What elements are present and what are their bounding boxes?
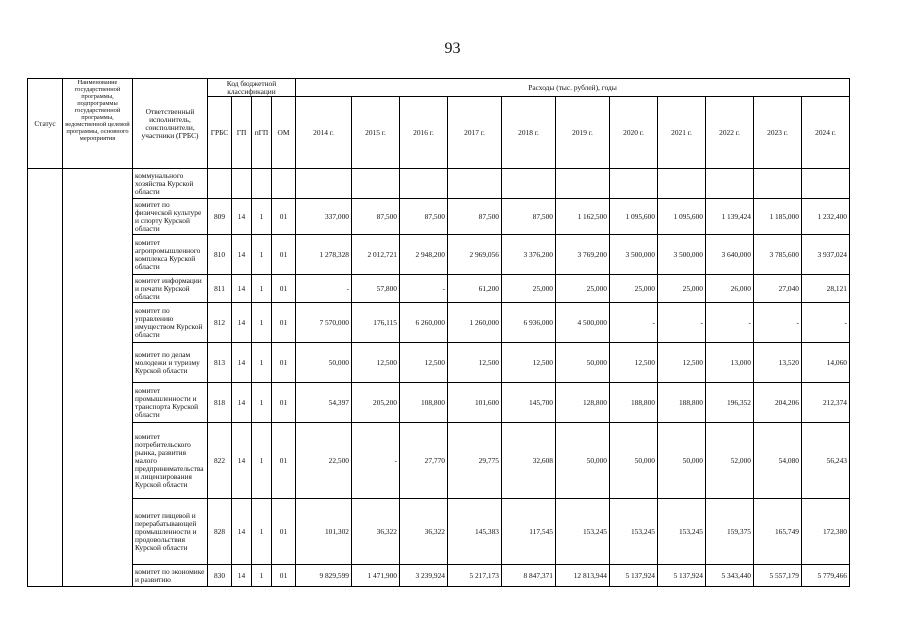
expense-cell: -: [352, 423, 400, 499]
header-code-grbs: ГРБС: [208, 97, 232, 169]
header-year: 2020 г.: [610, 97, 658, 169]
table-row: [28, 235, 850, 275]
header-code-om: ОМ: [272, 97, 296, 169]
status-cell: [28, 169, 63, 587]
code-cell-pgp: 1: [252, 235, 272, 275]
executor-cell: комитет агропромышленного комплекса Курской области: [133, 235, 208, 275]
expense-cell: 2 012,721: [352, 235, 400, 275]
expense-cell: 205,200: [352, 383, 400, 423]
header-year: 2014 г.: [296, 97, 352, 169]
expense-cell: 117,545: [502, 499, 556, 565]
expense-cell: [610, 169, 658, 199]
expense-cell: 9 829,599: [296, 565, 352, 587]
header-year: 2021 г.: [658, 97, 706, 169]
expense-cell: 29,775: [448, 423, 502, 499]
code-cell-gp: 14: [232, 275, 252, 303]
code-cell-om: 01: [272, 423, 296, 499]
code-cell-grbs: 809: [208, 199, 232, 235]
expense-cell: 7 570,000: [296, 303, 352, 343]
expense-cell: 2 969,056: [448, 235, 502, 275]
code-cell-gp: 14: [232, 423, 252, 499]
expense-cell: 36,322: [352, 499, 400, 565]
expense-cell: 56,243: [802, 423, 850, 499]
expense-cell: 12 813,944: [556, 565, 610, 587]
expense-cell: -: [400, 275, 448, 303]
table-row: [28, 169, 850, 199]
expense-cell: 196,352: [706, 383, 754, 423]
expense-cell: [400, 169, 448, 199]
expense-cell: 87,500: [352, 199, 400, 235]
program-name-cell: [63, 169, 133, 587]
expense-cell: 128,800: [556, 383, 610, 423]
expense-cell: 1 185,000: [754, 199, 802, 235]
expense-cell: 25,000: [658, 275, 706, 303]
expense-cell: 5 217,173: [448, 565, 502, 587]
header-year: 2023 г.: [754, 97, 802, 169]
code-cell-grbs: [208, 169, 232, 199]
expense-cell: 3 785,600: [754, 235, 802, 275]
expense-cell: 2 948,200: [400, 235, 448, 275]
expense-cell: -: [802, 303, 850, 343]
expense-cell: 108,800: [400, 383, 448, 423]
page-number: 93: [444, 40, 461, 57]
expense-cell: 87,500: [400, 199, 448, 235]
code-cell-pgp: 1: [252, 383, 272, 423]
code-cell-gp: 14: [232, 565, 252, 587]
header-year: 2024 г.: [802, 97, 850, 169]
code-cell-pgp: 1: [252, 303, 272, 343]
expense-cell: 36,322: [400, 499, 448, 565]
executor-cell: коммунального хозяйства Курской области: [133, 169, 208, 199]
expense-cell: -: [706, 303, 754, 343]
header-year: 2015 г.: [352, 97, 400, 169]
expense-cell: -: [754, 303, 802, 343]
expense-cell: 153,245: [658, 499, 706, 565]
expense-cell: [502, 169, 556, 199]
expense-cell: 6 260,000: [400, 303, 448, 343]
header-year: 2016 г.: [400, 97, 448, 169]
code-cell-om: 01: [272, 303, 296, 343]
expense-cell: 1 232,400: [802, 199, 850, 235]
code-cell-pgp: 1: [252, 565, 272, 587]
expense-cell: 212,374: [802, 383, 850, 423]
expense-cell: 25,000: [502, 275, 556, 303]
expense-cell: 1 095,600: [610, 199, 658, 235]
code-cell-om: [272, 169, 296, 199]
header-code-gp: ГП: [232, 97, 252, 169]
code-cell-om: 01: [272, 275, 296, 303]
expense-cell: 101,302: [296, 499, 352, 565]
expense-cell: 337,000: [296, 199, 352, 235]
expense-cell: 165,749: [754, 499, 802, 565]
code-cell-om: 01: [272, 383, 296, 423]
expense-cell: 4 500,000: [556, 303, 610, 343]
expense-cell: 12,500: [610, 343, 658, 383]
expense-cell: 50,000: [658, 423, 706, 499]
expense-cell: 159,375: [706, 499, 754, 565]
expense-cell: 50,000: [610, 423, 658, 499]
table-row: [28, 423, 850, 499]
table-row: [28, 343, 850, 383]
expense-cell: 5 779,466: [802, 565, 850, 587]
expense-cell: 3 239,924: [400, 565, 448, 587]
executor-cell: комитет информации и печати Курской области: [133, 275, 208, 303]
expense-cell: 1 278,328: [296, 235, 352, 275]
expense-cell: 3 500,000: [610, 235, 658, 275]
executor-cell: комитет по управлению имуществом Курской области: [133, 303, 208, 343]
expense-cell: 6 936,000: [502, 303, 556, 343]
expense-cell: 3 937,024: [802, 235, 850, 275]
code-cell-grbs: 810: [208, 235, 232, 275]
expense-cell: 101,600: [448, 383, 502, 423]
expense-cell: 52,000: [706, 423, 754, 499]
expense-cell: 27,770: [400, 423, 448, 499]
header-year: 2018 г.: [502, 97, 556, 169]
executor-cell: комитет по экономике и развитию: [133, 565, 208, 587]
expense-cell: 13,000: [706, 343, 754, 383]
expense-cell: 3 640,000: [706, 235, 754, 275]
expense-cell: 1 095,600: [658, 199, 706, 235]
expense-cell: [448, 169, 502, 199]
expense-cell: [706, 169, 754, 199]
code-cell-grbs: 828: [208, 499, 232, 565]
expense-cell: 12,500: [448, 343, 502, 383]
code-cell-grbs: 822: [208, 423, 232, 499]
expense-cell: -: [610, 303, 658, 343]
table-row: [28, 565, 850, 587]
code-cell-gp: 14: [232, 499, 252, 565]
expense-cell: 26,000: [706, 275, 754, 303]
code-cell-grbs: 812: [208, 303, 232, 343]
expense-cell: 3 500,000: [658, 235, 706, 275]
code-cell-gp: 14: [232, 199, 252, 235]
expense-cell: 25,000: [610, 275, 658, 303]
expense-cell: 12,500: [502, 343, 556, 383]
executor-cell: комитет потребительского рынка, развития малого предпринимательства и лицензирования Курской области: [133, 423, 208, 499]
expense-cell: 54,397: [296, 383, 352, 423]
header-status: Статус: [28, 79, 63, 169]
expense-cell: [754, 169, 802, 199]
header-budget-code: Код бюджетной классификации: [208, 79, 296, 97]
code-cell-gp: [232, 169, 252, 199]
expense-cell: 25,000: [556, 275, 610, 303]
expense-cell: -: [296, 275, 352, 303]
code-cell-pgp: 1: [252, 199, 272, 235]
expense-cell: 87,500: [502, 199, 556, 235]
code-cell-om: 01: [272, 343, 296, 383]
expense-cell: 1 260,000: [448, 303, 502, 343]
expense-cell: 50,000: [556, 423, 610, 499]
expense-cell: [296, 169, 352, 199]
code-cell-gp: 14: [232, 303, 252, 343]
expense-cell: 188,800: [658, 383, 706, 423]
expense-cell: 27,040: [754, 275, 802, 303]
code-cell-om: 01: [272, 199, 296, 235]
expense-cell: 57,800: [352, 275, 400, 303]
table-row: [28, 275, 850, 303]
code-cell-grbs: 830: [208, 565, 232, 587]
expense-cell: 32,608: [502, 423, 556, 499]
executor-cell: комитет пищевой и перерабатывающей промышленности и продовольствия Курской области: [133, 499, 208, 565]
budget-table: [27, 78, 850, 587]
expense-cell: 87,500: [448, 199, 502, 235]
code-cell-grbs: 813: [208, 343, 232, 383]
code-cell-gp: 14: [232, 235, 252, 275]
expense-cell: 5 343,440: [706, 565, 754, 587]
header-year: 2017 г.: [448, 97, 502, 169]
executor-cell: комитет по делам молодежи и туризму Курской области: [133, 343, 208, 383]
table-row: [28, 383, 850, 423]
executor-cell: комитет по физической культуре и спорту Курской области: [133, 199, 208, 235]
code-cell-grbs: 818: [208, 383, 232, 423]
expense-cell: 50,000: [296, 343, 352, 383]
expense-cell: 1 471,900: [352, 565, 400, 587]
code-cell-pgp: [252, 169, 272, 199]
expense-cell: 28,121: [802, 275, 850, 303]
expense-cell: 153,245: [556, 499, 610, 565]
code-cell-pgp: 1: [252, 423, 272, 499]
header-code-pgp: пГП: [252, 97, 272, 169]
header-executor: Ответственный исполнитель, соисполнители, участники (ГРБС): [133, 79, 208, 169]
expense-cell: 12,500: [658, 343, 706, 383]
table-row: [28, 499, 850, 565]
expense-cell: 1 139,424: [706, 199, 754, 235]
expense-cell: 145,700: [502, 383, 556, 423]
code-cell-pgp: 1: [252, 343, 272, 383]
expense-cell: 3 769,200: [556, 235, 610, 275]
expense-cell: 5 137,924: [610, 565, 658, 587]
expense-cell: 176,115: [352, 303, 400, 343]
expense-cell: 153,245: [610, 499, 658, 565]
expense-cell: 61,200: [448, 275, 502, 303]
expense-cell: 188,800: [610, 383, 658, 423]
expense-cell: -: [658, 303, 706, 343]
expense-cell: 204,206: [754, 383, 802, 423]
header-year: 2019 г.: [556, 97, 610, 169]
code-cell-om: 01: [272, 565, 296, 587]
header-year: 2022 г.: [706, 97, 754, 169]
executor-cell: комитет промышленности и транспорта Курской области: [133, 383, 208, 423]
expense-cell: 22,500: [296, 423, 352, 499]
expense-cell: 145,383: [448, 499, 502, 565]
code-cell-gp: 14: [232, 343, 252, 383]
expense-cell: 12,500: [352, 343, 400, 383]
expense-cell: 1 162,500: [556, 199, 610, 235]
expense-cell: 172,380: [802, 499, 850, 565]
expense-cell: 3 376,200: [502, 235, 556, 275]
code-cell-om: 01: [272, 235, 296, 275]
code-cell-pgp: 1: [252, 275, 272, 303]
expense-cell: [658, 169, 706, 199]
expense-cell: 5 557,179: [754, 565, 802, 587]
header-expenses: Расходы (тыс. рублей), годы: [296, 79, 850, 97]
table-row: [28, 199, 850, 235]
expense-cell: 13,520: [754, 343, 802, 383]
expense-cell: 8 847,371: [502, 565, 556, 587]
expense-cell: 54,080: [754, 423, 802, 499]
expense-cell: 12,500: [400, 343, 448, 383]
expense-cell: [352, 169, 400, 199]
code-cell-grbs: 811: [208, 275, 232, 303]
header-program-name: Наименование государственной программы, подпрограммы государственной программы, ведомственной целевой программы, основного мероприятия: [63, 79, 133, 169]
code-cell-pgp: 1: [252, 499, 272, 565]
expense-cell: 50,000: [556, 343, 610, 383]
code-cell-gp: 14: [232, 383, 252, 423]
expense-cell: 14,060: [802, 343, 850, 383]
expense-cell: [802, 169, 850, 199]
table-row: [28, 303, 850, 343]
expense-cell: 5 137,924: [658, 565, 706, 587]
expense-cell: [556, 169, 610, 199]
code-cell-om: 01: [272, 499, 296, 565]
